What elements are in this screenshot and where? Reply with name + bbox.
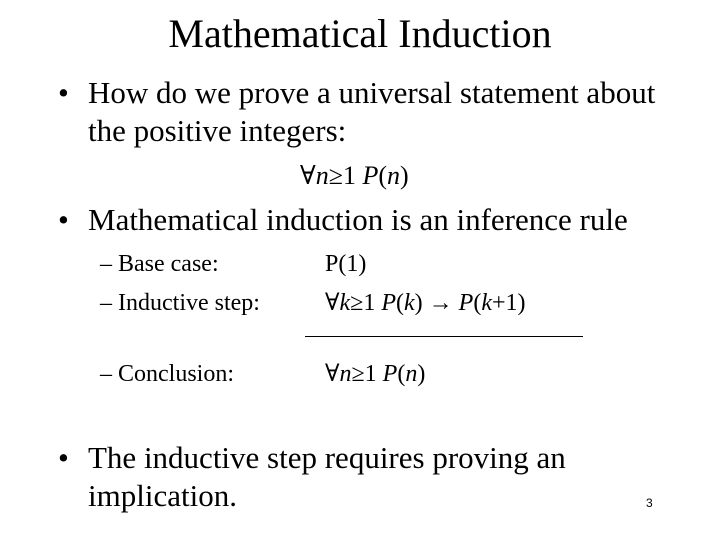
inductive-step-label: – Inductive step: (100, 290, 260, 316)
bullet-universal-statement (58, 74, 655, 112)
conclusion-label: – Conclusion: (100, 361, 235, 387)
bullet-text: Mathematical induction is an inference rule (88, 202, 628, 237)
inductive-step-expression: ∀k≥1 P(k) → P(k+1) (325, 290, 526, 316)
bullet-inference-rule (58, 201, 628, 239)
conclusion-expression: ∀n≥1 P(n) (325, 361, 426, 387)
base-case-expression: P(1) (325, 251, 367, 277)
bullet-text: How do we prove a universal statement about (88, 75, 656, 110)
bullet-marker: • (58, 202, 69, 237)
universal-statement-formula: ∀n≥1 P(n) (300, 161, 409, 190)
bullet-text-continuation: the positive integers: (88, 113, 347, 148)
bullet-text: The inductive step requires proving an (88, 440, 566, 475)
slide-title: Mathematical Induction (168, 11, 552, 56)
bullet-marker: • (58, 75, 69, 110)
inference-rule-divider (305, 336, 583, 337)
base-case-label: – Base case: (100, 251, 219, 277)
bullet-inductive-step-implication (58, 439, 566, 477)
bullet-text-continuation: implication. (88, 478, 237, 513)
slide-number: 3 (646, 496, 653, 510)
bullet-marker: • (58, 440, 69, 475)
